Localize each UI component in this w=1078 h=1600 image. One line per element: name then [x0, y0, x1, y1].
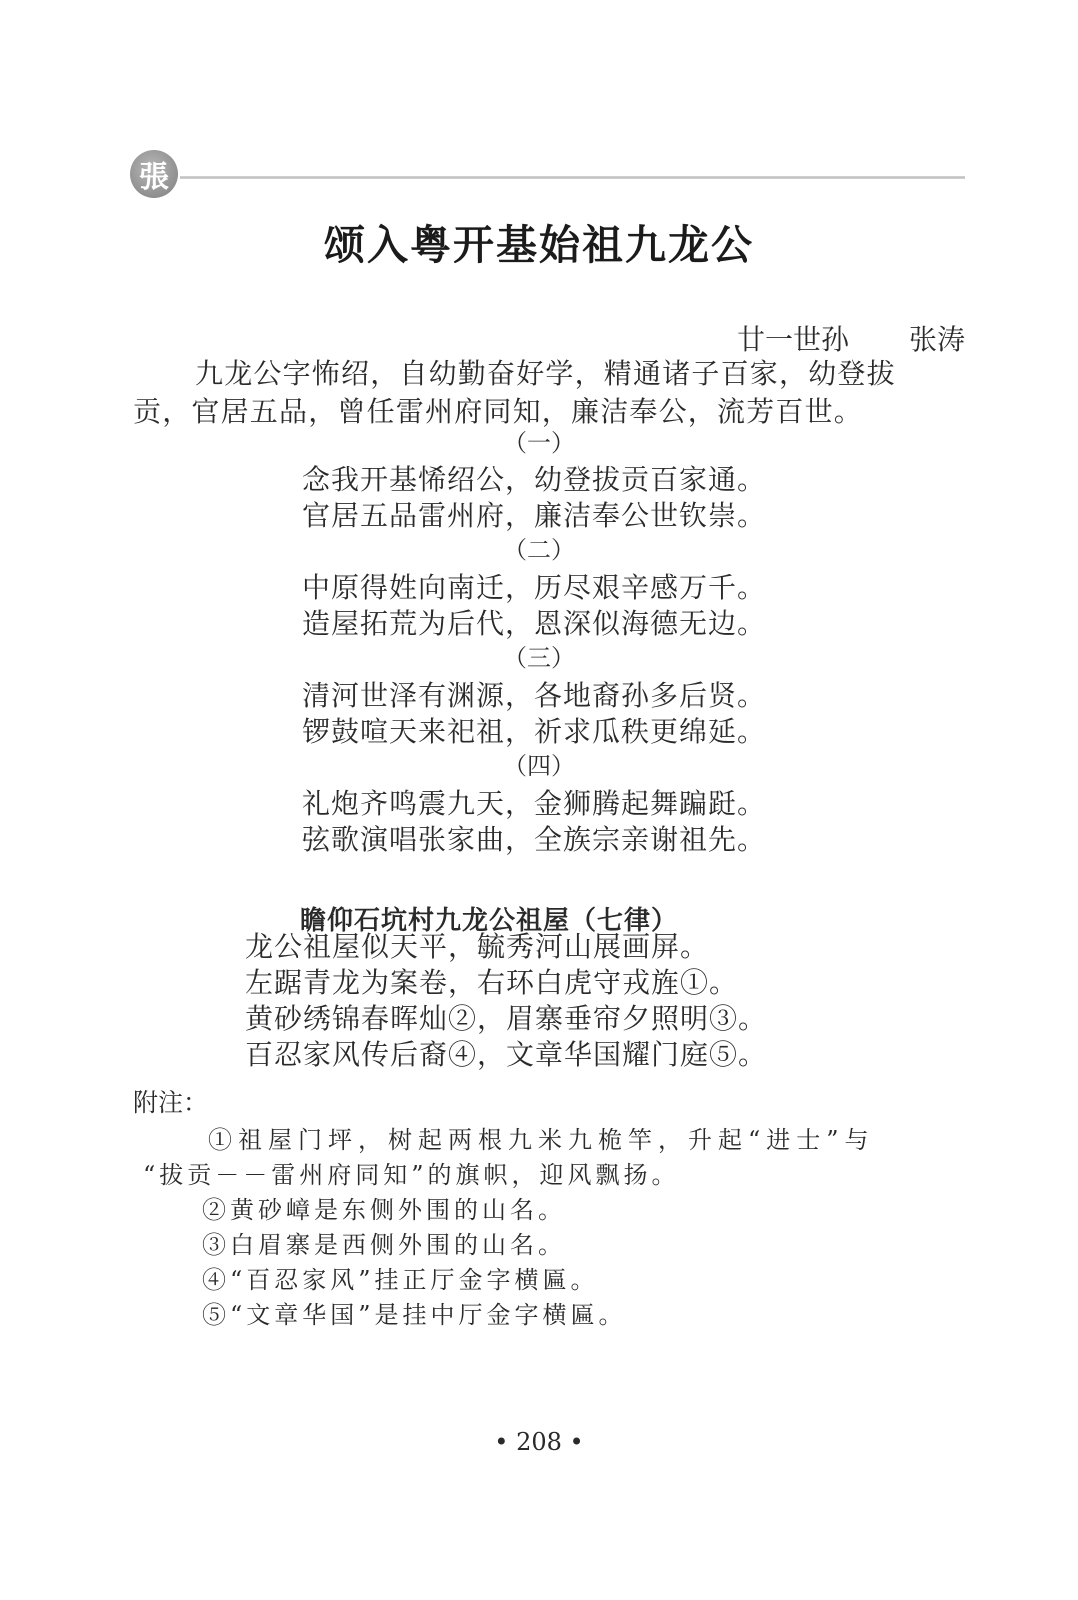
byline-author: 张涛 [908, 323, 965, 356]
stanza-number: （二） [503, 536, 575, 564]
verse-line: 中原得姓向南迁，历尽艰辛感万千。 [302, 571, 767, 604]
stanza-number: （一） [503, 429, 575, 457]
verse-line: 造屋拓荒为后代，恩深似海德无边。 [302, 607, 767, 640]
page-title: 颂入粤开基始祖九龙公 [324, 221, 754, 269]
verse-line: 锣鼓喧天来祀祖，祈求瓜秩更绵延。 [302, 715, 767, 748]
verse-line: 弦歌演唱张家曲，全族宗亲谢祖先。 [302, 823, 767, 856]
second-poem-title: 瞻仰石坑村九龙公祖屋（七律） [300, 906, 679, 936]
note-3: ③白眉寨是西侧外围的山名。 [202, 1231, 566, 1259]
poem-line: 龙公祖屋似天平，毓秀河山展画屏。 [245, 930, 710, 963]
notes-label: 附注： [133, 1088, 209, 1117]
note-4: ④“百忍家风”挂正厅金字横匾。 [202, 1266, 599, 1294]
verse-line: 念我开基悕绍公，幼登拔贡百家通。 [302, 463, 767, 496]
poem-line: 百忍家风传后裔④，文章华国耀门庭⑤。 [245, 1038, 768, 1071]
note-1-line-1: ①祖屋门坪，树起两根九米九桅竿，升起“进士”与 [208, 1126, 875, 1154]
verse-line: 礼炮齐鸣震九天，金狮腾起舞蹁跹。 [302, 787, 767, 820]
intro-line-1: 九龙公字怖绍，自幼勤奋好学，精通诸子百家，幼登拔 [195, 357, 896, 390]
header-rule [180, 176, 965, 179]
stanza-number: （三） [503, 644, 575, 672]
intro-line-2: 贡，官居五品，曾任雷州府同知，廉洁奉公，流芳百世。 [133, 395, 864, 428]
zhang-seal-logo: 張 [130, 150, 178, 198]
verse-line: 清河世泽有渊源，各地裔孙多后贤。 [302, 679, 767, 712]
stanza-number: （四） [503, 752, 575, 780]
verse-line: 官居五品雷州府，廉洁奉公世钦崇。 [302, 499, 767, 532]
note-1-line-2: “拔贡－－雷州府同知”的旗帜，迎风飘扬。 [143, 1161, 680, 1189]
poem-line: 左踞青龙为案卷，右环白虎守戎旌①。 [245, 966, 739, 999]
poem-line: 黄砂绣锦春晖灿②，眉寨垂帘夕照明③。 [245, 1002, 768, 1035]
page-number: • 208 • [494, 1428, 584, 1456]
note-5: ⑤“文章华国”是挂中厅金字横匾。 [202, 1301, 627, 1329]
byline-generation: 廿一世孙 [736, 323, 849, 356]
note-2: ②黄砂嶂是东侧外围的山名。 [202, 1196, 566, 1224]
